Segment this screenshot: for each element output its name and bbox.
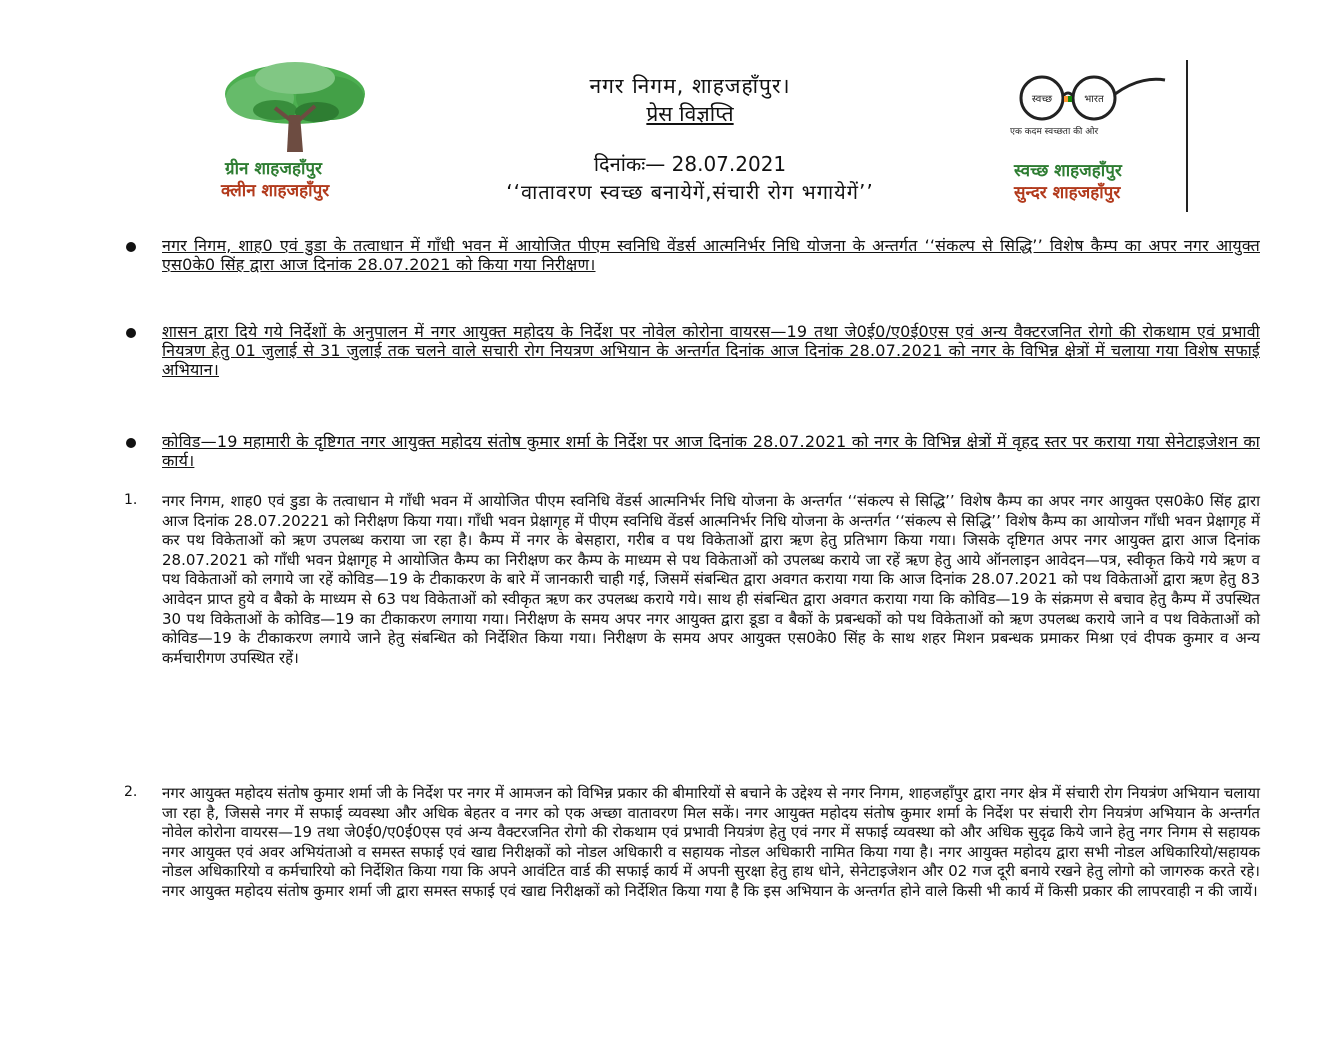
numbered-paragraph — [120, 492, 1260, 668]
press-release-heading: प्रेस विज्ञप्ति — [646, 102, 734, 126]
swachh-bharat-logo — [1010, 70, 1170, 210]
document-header — [410, 72, 970, 206]
highlight-bullet — [120, 322, 1260, 379]
paragraph-number: 2. — [124, 784, 138, 800]
logo-word-bharat: भारत — [1084, 94, 1104, 105]
org-title: नगर निगम, शाहजहाँपुर। — [589, 74, 791, 98]
paragraph-text: नगर निगम, शाह0 एवं डुडा के तत्वाधान मे गाँधी भवन में आयोजित पीएम स्वनिधि वेंडर्स आत्मनिर्भर निधि योजना के अन्तर्गत ‘‘संकल्प से सिद्धि’’ विशेष कैम्प का अपर नगर आयुक्त एस0के0 सिंह द्वारा आज दिनांक 28.07.20221 को निरीक्षण किया गया। गाँधी भवन प्रेक्षागृह में पीएम स्वनिधि वेंडर्स आत्मनिर्भर निधि योजना के अन्तर्गत ‘‘संकल्प से सिद्धि’’ विशेष कैम्प का आयोजन गाँधी भवन प्रेक्षागृह में कर पथ विकेताओं को ऋण उपलब्ध कराया जा रहा है। कैम्प में नगर के बेसहारा, गरीब व पथ विकेताओं द्वारा ऋण हेतु प्रतिभाग किया गया। जिसके दृष्टिगत अपर नगर आयुक्त द्वारा आज दिनांक 28.07.2021 को गाँधी भवन प्रेक्षागृह मे आयोजित कैम्प का निरीक्षण कर कैम्प के माध्यम से पथ विकेताओं को उपलब्ध कराये जा रहें ऋण हेतु आये ऑनलाइन आवेदन—पत्र, स्वीकृत किये गये ऋण व पथ विकेताओं को लगाये जा रहें कोविड—19 के टीकाकरण के बारे में जानकारी चाही गई, जिसमें संबन्धित द्वारा अवगत कराया गया कि आज दिनांक 28.07.2021 को पथ विकेताओं द्वारा ऋण हेतु 83 आवेदन प्राप्त हुये व बैको के माध्यम से 63 पथ विकेताओं को स्वीकृत ऋण कर उपलब्ध कराये गये। साथ ही संबन्धित द्वारा अवगत कराया गया कि कोविड—19 के संक्रमण से बचाव हेतु कैम्प में उपस्थित 30 पथ विकेताओं के कोविड—19 का टीकाकरण लगाया गया। निरीक्षण के समय अपर नगर आयुक्त द्वारा डूडा व बैकों के प्रबन्धकों को पथ विकेताओं को ऋण उपलब्ध कराये जाने व पथ विकेताओं को कोविड—19 के टीकाकरण लगाये जाने हेतु संबन्धित को निर्देशित किया गया। निरीक्षण के समय अपर आयुक्त एस0के0 सिंह के साथ शहर मिशन प्रबन्धक प्रमाकर मिश्रा एवं दीपक कुमार व अन्य कर्मचारीगण उपस्थित रहें। — [162, 492, 1260, 667]
spectacles-icon — [1010, 70, 1170, 122]
green-shahjahanpur-logo — [205, 60, 385, 200]
logo-right-tagline: एक कदम स्वच्छता की ओर — [1010, 127, 1099, 137]
highlight-text: कोविड—19 महामारी के दृष्टिगत नगर आयुक्त महोदय संतोष कुमार शर्मा के निर्देश पर आज दिनांक 28.07.2021 को नगर के विभिन्न क्षेत्रों में वृहद स्तर पर कराया गया सेनेटाइजेशन का कार्य। — [162, 432, 1260, 470]
logo-left-line1: ग्रीन शाहजहाँपुर — [225, 159, 322, 179]
release-date: दिनांकः— 28.07.2021 — [593, 152, 787, 176]
logo-right-line1: स्वच्छ शाहजहाँपुर — [1014, 161, 1122, 181]
numbered-paragraph — [120, 784, 1260, 902]
bullet-icon — [126, 328, 136, 338]
logo-right-line2: सुन्दर शाहजहाँपुर — [1014, 183, 1121, 203]
highlight-bullet — [120, 236, 1260, 274]
logo-word-swachh: स्वच्छ — [1031, 94, 1053, 105]
tree-icon — [205, 60, 385, 156]
logo-left-line2: क्लीन शाहजहाँपुर — [221, 181, 330, 201]
bullet-icon — [126, 242, 136, 252]
highlight-text: नगर निगम, शाह0 एवं डुडा के तत्वाधान में गाँधी भवन में आयोजित पीएम स्वनिधि वेंडर्स आत्मनिर्भर निधि योजना के अन्तर्गत ‘‘संकल्प से सिद्धि’’ विशेष कैम्प का अपर नगर आयुक्त एस0के0 सिंह द्वारा आज दिनांक 28.07.2021 को किया गया निरीक्षण। — [162, 236, 1260, 274]
paragraph-text: नगर आयुक्त महोदय संतोष कुमार शर्मा जी के निर्देश पर नगर में आमजन को विभिन्न प्रकार की बीमारियों से बचाने के उद्देश्य से नगर निगम, शाहजहाँपुर द्वारा नगर क्षेत्र में संचारी रोग नियत्रंण अभियान चलाया जा रहा है, जिससे नगर में सफाई व्यवस्था और अधिक बेहतर व नगर को एक अच्छा वातावरण मिल सकें। नगर आयुक्त महोदय संतोष कुमार शर्मा के निर्देश पर संचारी रोग नियत्रंण अभियान के अन्तर्गत नोवेल कोरोना वायरस—19 तथा जे0ई0/ए0ई0एस एवं अन्य वैक्टरजनित रोगो की रोकथाम एवं प्रभावी नियत्रंण हेतु एवं नगर में सफाई व्यवस्था को और अधिक सुदृढ किये जाने हेतु नगर निगम से सहायक नगर आयुक्त एवं अवर अभियंताओ व समस्त सफाई एवं खाद्य निरीक्षकों को नोडल अधिकारी व सहायक नोडल अधिकारी नामित किया गया है। नगर आयुक्त महोदय द्वारा सभी नोडल अधिकारियो/सहायक नोडल अधिकारियो व कर्मचारियो को निर्देशित किया गया कि अपने आवंटित वार्ड की सफाई कार्य में अपनी सुरक्षा हेतु हाथ धोने, सेनेटाइजेशन और 02 गज दूरी बनाये रखने हेतु लोगो को जागरुक करते रहे। नगर आयुक्त महोदय संतोष कुमार शर्मा जी द्वारा समस्त सफाई एवं खाद्य निरीक्षकों को निर्देशित किया गया है कि इस अभियान के अन्तर्गत होने वाले किसी भी कार्य में किसी प्रकार की लापरवाही न की जायें। — [162, 784, 1260, 900]
header-divider — [1186, 60, 1188, 212]
highlight-bullet — [120, 432, 1260, 470]
highlight-text: शासन द्वारा दिये गये निर्देशों के अनुपालन में नगर आयुक्त महोदय के निर्देश पर नोवेल कोरोना वायरस—19 तथा जे0ई0/ए0ई0एस एवं अन्य वैक्टरजनित रोगो की रोकथाम एवं प्रभावी नियत्रण हेतु 01 जुलाई से 31 जुलाई तक चलने वाले सचारी रोग नियत्रण अभियान के अन्तर्गत दिनांक आज दिनांक 28.07.2021 को नगर के विभिन्न क्षेत्रों में चलाया गया विशेष सफाई अभियान। — [162, 322, 1260, 379]
campaign-slogan: ‘‘वातावरण स्वच्छ बनायेगें,संचारी रोग भगायेगें’’ — [506, 180, 874, 204]
paragraph-number: 1. — [124, 492, 138, 508]
bullet-icon — [126, 438, 136, 448]
